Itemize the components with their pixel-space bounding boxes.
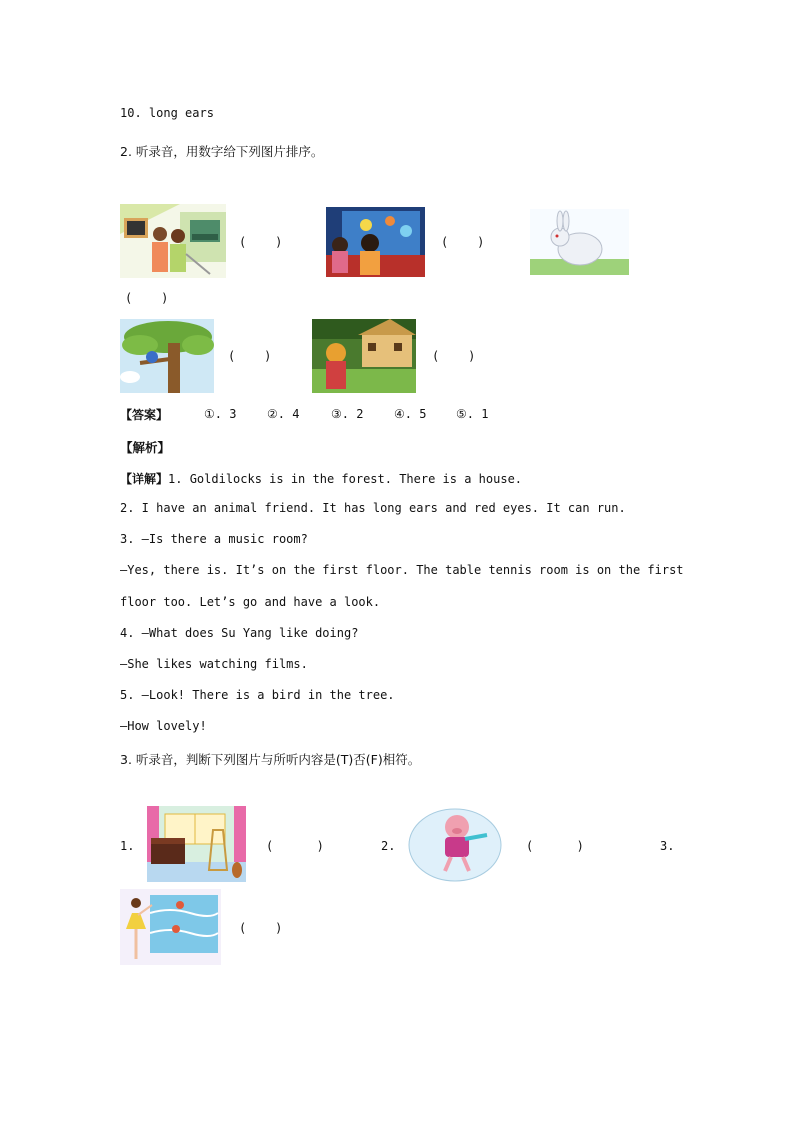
- answer-paren-1[interactable]: ( ): [239, 235, 283, 249]
- answer-5: ⑤. 1: [456, 407, 489, 421]
- detail-line-3: 3. —Is there a music room?: [120, 532, 308, 546]
- answer-paren-2[interactable]: ( ): [441, 235, 485, 249]
- detail-line-2: 2. I have an animal friend. It has long ears and red eyes. It can run.: [120, 501, 626, 515]
- answer-1: ①. 3: [204, 407, 237, 421]
- detail-tag: 【详解】: [120, 472, 169, 486]
- tf-paren-1[interactable]: ( ): [266, 839, 324, 853]
- answer-tag: 【答案】: [120, 408, 169, 422]
- answer-3: ③. 2: [331, 407, 364, 421]
- detail-line-1: 【详解】1. Goldilocks is in the forest. There is a house.: [120, 472, 523, 486]
- item-number-1: 1.: [120, 839, 135, 853]
- detail-line-7: —She likes watching films.: [120, 657, 308, 671]
- detail-line-9: —How lovely!: [120, 719, 207, 733]
- tf-paren-2[interactable]: ( ): [526, 839, 584, 853]
- bird-tree-picture: [120, 319, 214, 393]
- school-room-picture: [120, 204, 226, 278]
- answer-paren-5[interactable]: ( ): [432, 349, 476, 363]
- music-room-picture: [147, 806, 246, 882]
- answer-paren-3[interactable]: ( ): [125, 291, 169, 305]
- detail-line-5: floor too. Let’s go and have a look.: [120, 595, 381, 609]
- answer-4: ④. 5: [394, 407, 427, 421]
- forest-house-picture: [312, 319, 416, 393]
- analysis-tag: 【解析】: [120, 440, 171, 455]
- answer-2: ②. 4: [267, 407, 300, 421]
- item-number-3: 3.: [660, 839, 675, 853]
- cinema-picture: [326, 207, 425, 277]
- section3-title: 3. 听录音，判断下列图片与所听内容是(T)否(F)相符。: [120, 752, 421, 767]
- detail-line-8: 5. —Look! There is a bird in the tree.: [120, 688, 395, 702]
- detail-line-6: 4. —What does Su Yang like doing?: [120, 626, 359, 640]
- item-number-2: 2.: [381, 839, 396, 853]
- top-line: 10. long ears: [120, 106, 214, 120]
- pig-skating-picture: [407, 805, 502, 883]
- dance-swim-picture: [120, 889, 221, 965]
- section2-title: 2. 听录音，用数字给下列图片排序。: [120, 144, 324, 159]
- rabbit-picture: [530, 209, 629, 275]
- tf-paren-3[interactable]: ( ): [239, 921, 283, 935]
- answer-paren-4[interactable]: ( ): [228, 349, 272, 363]
- detail-line-4: —Yes, there is. It’s on the first floor. The table tennis room is on the first: [120, 563, 684, 577]
